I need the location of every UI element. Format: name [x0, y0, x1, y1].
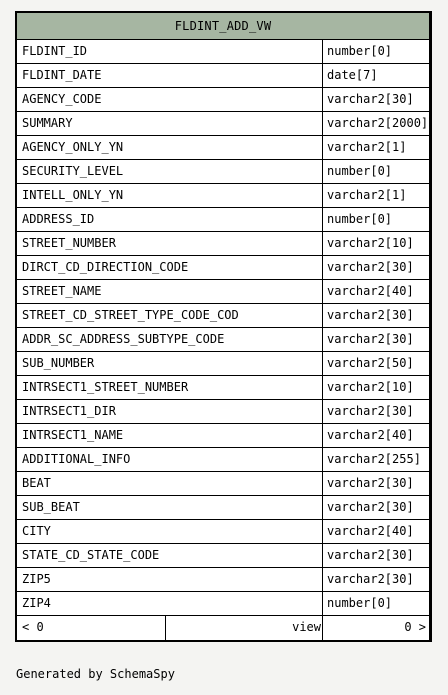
column-name: SECURITY_LEVEL: [17, 160, 323, 183]
column-name: FLDINT_DATE: [17, 64, 323, 87]
table-row[interactable]: [17, 376, 429, 400]
column-name: ADDITIONAL_INFO: [17, 448, 323, 471]
column-name: INTRSECT1_STREET_NUMBER: [17, 376, 323, 399]
column-type: varchar2[30]: [327, 332, 414, 346]
table-row[interactable]: [17, 280, 429, 304]
table-row[interactable]: [17, 496, 429, 520]
table-row[interactable]: [17, 424, 429, 448]
table-row[interactable]: [17, 328, 429, 352]
children-count[interactable]: 0 >: [404, 620, 426, 634]
column-type: varchar2[1]: [327, 140, 407, 154]
column-type: varchar2[30]: [327, 404, 414, 418]
column-type: varchar2[50]: [327, 356, 414, 370]
column-type: varchar2[2000]: [327, 116, 429, 130]
column-name: DIRCT_CD_DIRECTION_CODE: [17, 256, 323, 279]
table-title[interactable]: FLDINT_ADD_VW: [17, 13, 429, 40]
column-name: ZIP4: [17, 592, 323, 615]
table-box: [15, 11, 432, 642]
table-row[interactable]: [17, 304, 429, 328]
column-name: STREET_NUMBER: [17, 232, 323, 255]
column-type: number[0]: [327, 44, 393, 58]
column-name: CITY: [17, 520, 323, 543]
table-row[interactable]: [17, 112, 429, 136]
table-row[interactable]: [17, 520, 429, 544]
column-type: varchar2[30]: [327, 500, 414, 514]
table-row[interactable]: [17, 568, 429, 592]
column-type: varchar2[10]: [327, 380, 414, 394]
column-name: AGENCY_ONLY_YN: [17, 136, 323, 159]
table-row[interactable]: [17, 160, 429, 184]
column-list: [17, 40, 429, 616]
table-row[interactable]: [17, 208, 429, 232]
column-name: SUB_BEAT: [17, 496, 323, 519]
column-type: varchar2[255]: [327, 452, 421, 466]
table-row[interactable]: [17, 472, 429, 496]
column-name: ZIP5: [17, 568, 323, 591]
table-row[interactable]: [17, 136, 429, 160]
column-type: varchar2[30]: [327, 572, 414, 586]
table-row[interactable]: [17, 352, 429, 376]
column-type: varchar2[40]: [327, 428, 414, 442]
table-kind-label: view: [166, 616, 323, 640]
column-name: STREET_NAME: [17, 280, 323, 303]
table-row[interactable]: [17, 544, 429, 568]
table-row[interactable]: [17, 448, 429, 472]
column-type: number[0]: [327, 164, 393, 178]
column-type: varchar2[40]: [327, 524, 414, 538]
table-row[interactable]: [17, 184, 429, 208]
column-name: STATE_CD_STATE_CODE: [17, 544, 323, 567]
column-type: number[0]: [327, 596, 393, 610]
column-name: ADDRESS_ID: [17, 208, 323, 231]
column-type: date[7]: [327, 68, 378, 82]
column-name: SUMMARY: [17, 112, 323, 135]
column-name: STREET_CD_STREET_TYPE_CODE_COD: [17, 304, 323, 327]
table-row[interactable]: [17, 88, 429, 112]
column-name: ADDR_SC_ADDRESS_SUBTYPE_CODE: [17, 328, 323, 351]
column-type: number[0]: [327, 212, 393, 226]
column-type: varchar2[30]: [327, 260, 414, 274]
column-type: varchar2[30]: [327, 548, 414, 562]
table-footer: [17, 616, 429, 640]
column-type: varchar2[40]: [327, 284, 414, 298]
column-name: AGENCY_CODE: [17, 88, 323, 111]
column-name: FLDINT_ID: [17, 40, 323, 63]
column-type: varchar2[30]: [327, 92, 414, 106]
generated-by-label: Generated by SchemaSpy: [16, 667, 175, 681]
table-row[interactable]: [17, 400, 429, 424]
table-row[interactable]: [17, 232, 429, 256]
column-name: INTRSECT1_DIR: [17, 400, 323, 423]
parents-count[interactable]: < 0: [17, 616, 166, 640]
column-type: varchar2[10]: [327, 236, 414, 250]
column-type: varchar2[30]: [327, 308, 414, 322]
column-name: BEAT: [17, 472, 323, 495]
table-row[interactable]: [17, 64, 429, 88]
column-type: varchar2[30]: [327, 476, 414, 490]
column-name: SUB_NUMBER: [17, 352, 323, 375]
table-row[interactable]: [17, 256, 429, 280]
table-row[interactable]: [17, 40, 429, 64]
table-row[interactable]: [17, 592, 429, 616]
column-name: INTELL_ONLY_YN: [17, 184, 323, 207]
column-type: varchar2[1]: [327, 188, 407, 202]
column-name: INTRSECT1_NAME: [17, 424, 323, 447]
